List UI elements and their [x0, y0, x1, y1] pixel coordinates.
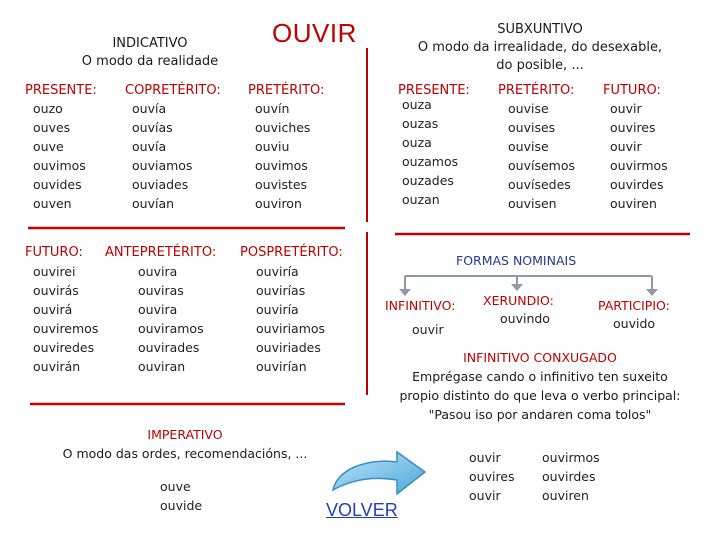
antepreterito-label: ANTEPRETÉRITO:: [105, 245, 217, 260]
subxuntivo-subheading-2: do posible, ...: [496, 58, 584, 73]
form: ouvides: [33, 177, 82, 192]
xerundio-label: XERUNDIO:: [483, 293, 554, 308]
form: ouvía: [132, 139, 167, 154]
form: ouviu: [255, 139, 290, 154]
subxuntivo-heading: SUBXUNTIVO: [497, 22, 583, 37]
form: ouvísemos: [508, 158, 575, 173]
form: ouvirá: [33, 302, 73, 317]
form: ouvir: [469, 450, 501, 465]
form: ouvir: [610, 139, 642, 154]
form: ouves: [33, 120, 71, 135]
form: ouvirades: [138, 340, 200, 355]
form: ouvira: [138, 264, 178, 279]
form: ouza: [402, 135, 432, 150]
form: ouvirei: [33, 264, 76, 279]
form: ouvires: [610, 120, 656, 135]
form: ouviramos: [138, 321, 204, 336]
subxuntivo-subheading-1: O modo da irrealidade, do desexable,: [417, 40, 663, 55]
form: ouzan: [402, 192, 440, 207]
form: ouzas: [402, 116, 439, 131]
form: ouviches: [255, 120, 311, 135]
infinitivo-conxugado-line-3: "Pasou iso por andaren coma tolos": [428, 407, 652, 422]
form: ouviras: [138, 283, 184, 298]
form: ouvise: [508, 139, 549, 154]
indicativo-subheading: O modo da realidade: [81, 54, 219, 69]
form: ouzo: [33, 101, 63, 116]
infinitivo-label: INFINITIVO:: [385, 298, 456, 313]
imperativo-subheading: O modo das ordes, recomendacións, ...: [62, 446, 308, 461]
form: ouvir: [469, 488, 501, 503]
formas-nominais-heading: FORMAS NOMINAIS: [456, 253, 577, 268]
infinitivo-form: ouvir: [412, 322, 444, 337]
participio-form: ouvido: [613, 316, 656, 331]
infinitivo-conxugado-line-1: Emprégase cando o infinitivo ten suxeito: [412, 369, 668, 384]
form: ouvía: [132, 101, 167, 116]
form: ouvira: [138, 302, 178, 317]
copreterito-label: COPRETÉRITO:: [125, 83, 221, 98]
form: ouve: [33, 139, 64, 154]
form: ouviría: [256, 302, 299, 317]
pospreterito-label: POSPRETÉRITO:: [240, 245, 343, 260]
form: ouviriades: [256, 340, 321, 355]
form: ouviremos: [33, 321, 99, 336]
form: ouvimos: [255, 158, 308, 173]
form: ouvirías: [256, 283, 306, 298]
form: ouvistes: [255, 177, 308, 192]
form: ouvirdes: [542, 469, 596, 484]
form: ouven: [33, 196, 72, 211]
form: ouviran: [138, 359, 186, 374]
form: ouvir: [610, 101, 642, 116]
participio-label: PARTICIPIO:: [598, 298, 670, 313]
form: ouvises: [508, 120, 556, 135]
subxuntivo-preterito-label: PRETÉRITO:: [498, 83, 575, 98]
form: ouvise: [508, 101, 549, 116]
infinitivo-conxugado-col2: [542, 448, 600, 505]
form: ouvide: [160, 498, 203, 513]
form: ouviren: [610, 196, 657, 211]
volver-link[interactable]: VOLVER: [326, 500, 398, 520]
form: ouvían: [132, 196, 175, 211]
indicativo-heading: INDICATIVO: [112, 36, 188, 51]
form: ouviamos: [132, 158, 193, 173]
subxuntivo-futuro-label: FUTURO:: [603, 83, 661, 98]
form: ouviriamos: [256, 321, 326, 336]
form: ouvirmos: [542, 450, 600, 465]
form: ouvirmos: [610, 158, 668, 173]
form: ouza: [402, 97, 432, 112]
imperativo-forms: [160, 477, 202, 515]
futuro-label: FUTURO:: [25, 245, 83, 260]
preterito-label: PRETÉRITO:: [248, 83, 325, 98]
presente-label: PRESENTE:: [25, 83, 97, 98]
form: ouvirían: [256, 359, 307, 374]
form: ouvirán: [33, 359, 81, 374]
form: ouvimos: [33, 158, 86, 173]
form: ouviren: [542, 488, 589, 503]
infinitivo-conxugado-block: [370, 348, 710, 424]
subxuntivo-presente-label: PRESENTE:: [398, 83, 470, 98]
form: ouvirás: [33, 283, 79, 298]
infinitivo-conxugado-col1: [469, 448, 515, 505]
infinitivo-conxugado-heading: INFINITIVO CONXUGADO: [463, 350, 617, 365]
form: ouviría: [256, 264, 299, 279]
form: ouve: [160, 479, 191, 494]
infinitivo-conxugado-line-2: propio distinto do que leva o verbo principal:: [399, 388, 681, 403]
xerundio-form: ouvindo: [500, 311, 550, 326]
page-title: OUVIR: [272, 18, 357, 48]
form: ouzades: [402, 173, 454, 188]
imperativo-header: [40, 425, 330, 463]
nominais-arrow-right: [646, 289, 658, 296]
form: ouviades: [132, 177, 189, 192]
form: ouviredes: [33, 340, 95, 355]
imperativo-heading: IMPERATIVO: [147, 427, 223, 442]
nominais-arrow-left: [399, 289, 411, 296]
form: ouvirdes: [610, 177, 664, 192]
form: ouvías: [132, 120, 173, 135]
form: ouvín: [255, 101, 290, 116]
nominais-arrow-mid: [511, 284, 523, 291]
form: ouzamos: [402, 154, 459, 169]
form: ouvisen: [508, 196, 557, 211]
form: ouvires: [469, 469, 515, 484]
form: ouvísedes: [508, 177, 571, 192]
form: ouviron: [255, 196, 302, 211]
